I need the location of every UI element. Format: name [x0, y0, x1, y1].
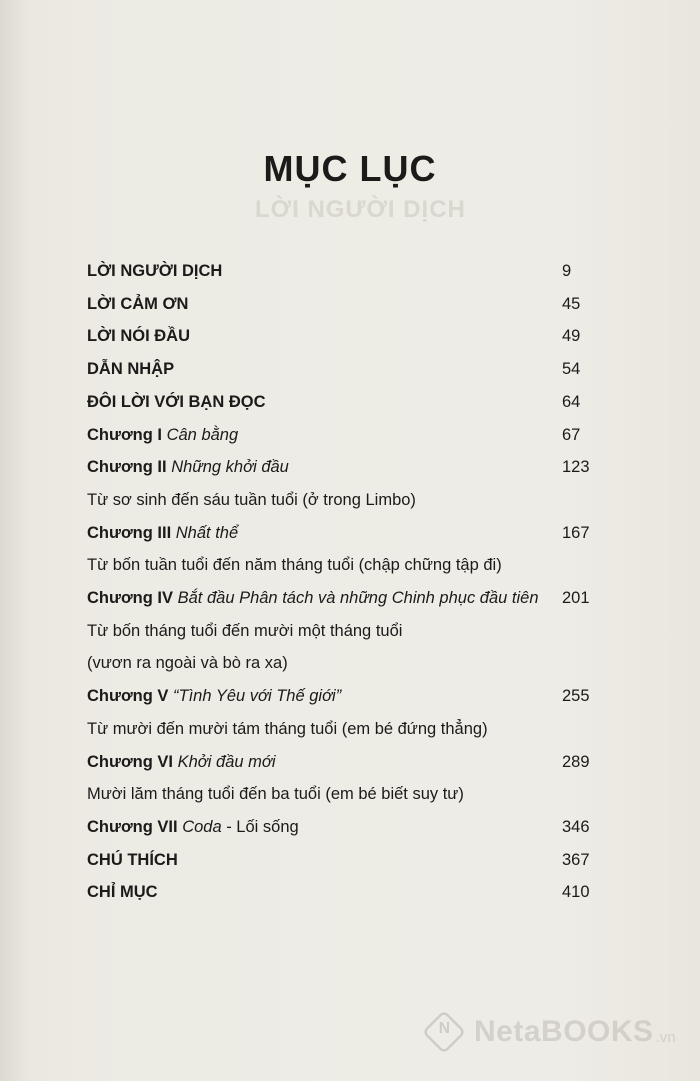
- watermark-suffix: .vn: [655, 1028, 676, 1046]
- bleed-through-heading: LỜI NGƯỜI DỊCH: [255, 196, 466, 223]
- chapter-number: Chương VI: [87, 752, 174, 771]
- toc-page-number: 346: [562, 817, 590, 836]
- chapter-subtitle: Mười lăm tháng tuổi đến ba tuổi (em bé biết suy tư): [87, 785, 464, 804]
- toc-entry[interactable]: [87, 583, 590, 613]
- watermark: [424, 1012, 676, 1052]
- chapter-label: [87, 452, 289, 482]
- chapter-number: Chương IV: [87, 589, 174, 607]
- toc-entry[interactable]: [87, 420, 587, 450]
- toc-entry[interactable]: [87, 681, 590, 711]
- toc-entry[interactable]: [87, 518, 590, 548]
- toc-entry[interactable]: [87, 747, 590, 777]
- chapter-number: Chương III: [87, 523, 172, 542]
- chapter-label: [87, 420, 238, 450]
- watermark-brand: NetaBOOKS: [474, 1015, 654, 1048]
- chapter-name: Coda: [182, 817, 222, 836]
- toc-entry[interactable]: [87, 354, 587, 384]
- toc-entry[interactable]: [87, 256, 587, 286]
- toc-page-number: 49: [562, 327, 581, 346]
- chapter-label: [87, 518, 238, 548]
- toc-page-number: 289: [562, 752, 590, 771]
- toc-page-number: 9: [562, 262, 572, 280]
- chapter-name: Bắt đầu Phân tách và những Chinh phục đầu tiên: [177, 589, 539, 607]
- toc-entry[interactable]: [87, 877, 590, 907]
- toc-page-number: 67: [562, 425, 581, 444]
- chapter-name: Khởi đầu mới: [177, 752, 276, 771]
- chapter-name: “Tình Yêu với Thế giới”: [173, 687, 342, 706]
- chapter-name: Những khởi đầu: [171, 458, 289, 477]
- chapter-label: [87, 681, 341, 711]
- toc-entry-label: LỜI NGƯỜI DỊCH: [87, 262, 223, 280]
- toc-page-number: 45: [562, 294, 581, 313]
- toc-page-number: 167: [562, 523, 590, 542]
- chapter-name: Nhất thể: [175, 523, 239, 542]
- toc-page-number: 255: [562, 687, 590, 706]
- chapter-subtitle: Từ bốn tháng tuổi đến mười một tháng tuổi: [87, 621, 403, 640]
- toc-entry[interactable]: [87, 452, 590, 482]
- toc-entry-label: CHÚ THÍCH: [87, 850, 178, 869]
- chapter-number: Chương V: [87, 687, 169, 706]
- toc-page-number: 367: [562, 850, 590, 869]
- toc-entry[interactable]: [87, 845, 590, 875]
- toc-page-number: 123: [562, 458, 590, 477]
- netabooks-logo-icon: N: [422, 1010, 466, 1054]
- toc-entry-label: LỜI CẢM ƠN: [87, 294, 189, 313]
- chapter-number: Chương I: [87, 425, 162, 444]
- toc-entry[interactable]: [87, 387, 587, 417]
- chapter-subtitle: (vươn ra ngoài và bò ra xa): [87, 654, 288, 673]
- chapter-number: Chương II: [87, 458, 167, 477]
- chapter-name: Cân bằng: [166, 425, 239, 444]
- chapter-label: [87, 747, 276, 777]
- toc-entry-label: LỜI NÓI ĐẦU: [87, 327, 190, 346]
- toc-page-number: 201: [562, 589, 590, 607]
- chapter-label: [87, 583, 539, 613]
- toc-page-number: 410: [562, 883, 590, 902]
- chapter-label: [87, 812, 299, 842]
- toc-page-number: 64: [562, 392, 581, 411]
- chapter-subtitle: Từ mười đến mười tám tháng tuổi (em bé đứng thẳng): [87, 719, 488, 738]
- toc-page-number: 54: [562, 360, 581, 379]
- chapter-number: Chương VII: [87, 817, 178, 836]
- toc-entry-label: ĐÔI LỜI VỚI BẠN ĐỌC: [87, 392, 266, 411]
- toc-entry[interactable]: [87, 321, 587, 351]
- toc-entry-label: CHỈ MỤC: [87, 883, 158, 902]
- chapter-subtitle: Từ sơ sinh đến sáu tuần tuổi (ở trong Limbo): [87, 490, 416, 509]
- chapter-subtitle: Từ bốn tuần tuổi đến năm tháng tuổi (chập chững tập đi): [87, 556, 502, 575]
- toc-entry[interactable]: [87, 812, 590, 842]
- toc-entry[interactable]: [87, 289, 587, 319]
- page-title: MỤC LỤC: [263, 148, 437, 189]
- toc-entry-label: DẪN NHẬP: [87, 360, 175, 379]
- chapter-name-suffix: - Lối sống: [221, 817, 299, 836]
